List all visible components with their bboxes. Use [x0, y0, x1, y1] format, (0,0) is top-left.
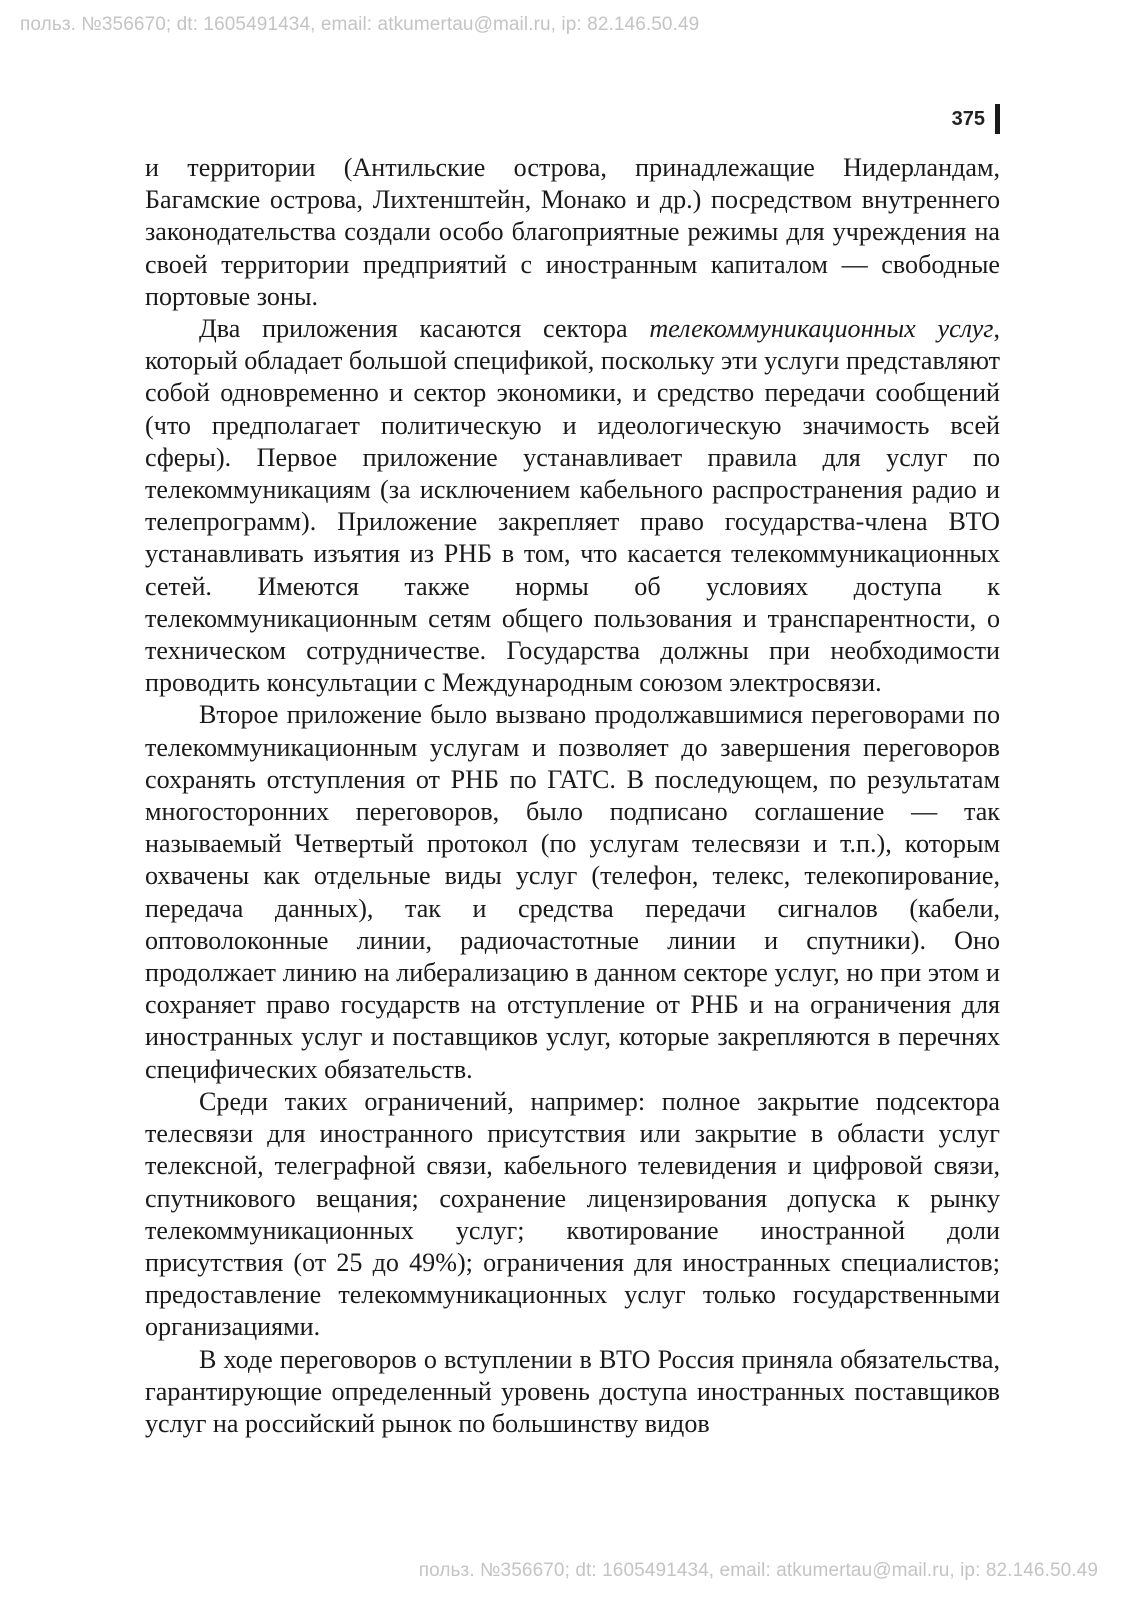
paragraph-2-rest: , который обладает большой спецификой, поскольку эти услуги представляют собой одновременно и сектор экономики, и средство передачи сообщений (что предполагает политическую и идеологическую значимость всей сферы). Первое приложение устанавливает правила для услуг по телекоммуникациям (за исключением кабельного распространения радио и телепрограмм). Приложение закрепляет право государства-члена ВТО устанавливать изъятия из РНБ в том, что касается телекоммуникационных сетей. Имеются также нормы об условиях доступа к телекоммуникационным сетям общего пользования и транспарентности, о техническом сотрудничестве. Государства должны при необходимости проводить консультации с Международным союзом электросвязи.	[145, 314, 1000, 698]
paragraph-2-lead: Два приложения касаются сектора	[199, 314, 650, 344]
paragraph-4: Среди таких ограничений, например: полное закрытие подсектора телесвязи для иностранного присутствия или закрытие в области услуг телексной, телеграфной связи, кабельного телевидения и цифровой связи, спутникового вещания; сохранение лицензирования допуска к рынку телекоммуникационных услуг; квотирование иностранной доли присутствия (от 25 до 49%); ограничения для иностранных специалистов; предоставление телекоммуникационных услуг только государственными организациями.	[145, 1086, 1000, 1342]
paragraph-5: В ходе переговоров о вступлении в ВТО Россия приняла обязательства, гарантирующие определенный уровень доступа иностранных поставщиков услуг на российский рынок по большинству видов	[145, 1344, 1000, 1438]
paragraph-2-emphasis: телекоммуникационных услуг	[649, 314, 994, 344]
paragraph-3: Второе приложение было вызвано продолжавшимися переговорами по телекоммуникационным услугам и позволяет до завершения переговоров сохранять отступления от РНБ по ГАТС. В последующем, по результатам многосторонних переговоров, было подписано соглашение — так называемый Четвертый протокол (по услугам телесвязи и т.п.), которым охвачены как отдельные виды услуг (телефон, телекс, телекопирование, передача данных), так и средства передачи сигналов (кабели, оптоволоконные линии, радиочастотные линии и спутники). Оно продолжает линию на либерализацию в данном секторе услуг, но при этом и сохраняет право государств на отступление от РНБ и на ограничения для иностранных услуг и поставщиков услуг, которые закрепляются в перечнях специфических обязательств.	[145, 700, 1000, 1084]
paragraph-1: и территории (Антильские острова, принадлежащие Нидерландам, Багамские острова, Лихтенштейн, Монако и др.) посредством внутреннего законодательства создали особо благоприятные режимы для учреждения на своей территории предприятий с иностранным капиталом — свободные портовые зоны.	[145, 153, 1000, 311]
paragraph-2	[145, 313, 1000, 699]
watermark-bottom: польз. №356670; dt: 1605491434, email: atkumertau@mail.ru, ip: 82.146.50.49	[418, 1560, 1098, 1581]
header-rule	[995, 104, 1000, 134]
running-head	[952, 104, 1000, 134]
page-number: 375	[951, 107, 985, 130]
body-text	[145, 152, 1000, 1440]
watermark-top: польз. №356670; dt: 1605491434, email: atkumertau@mail.ru, ip: 82.146.50.49	[20, 14, 700, 35]
